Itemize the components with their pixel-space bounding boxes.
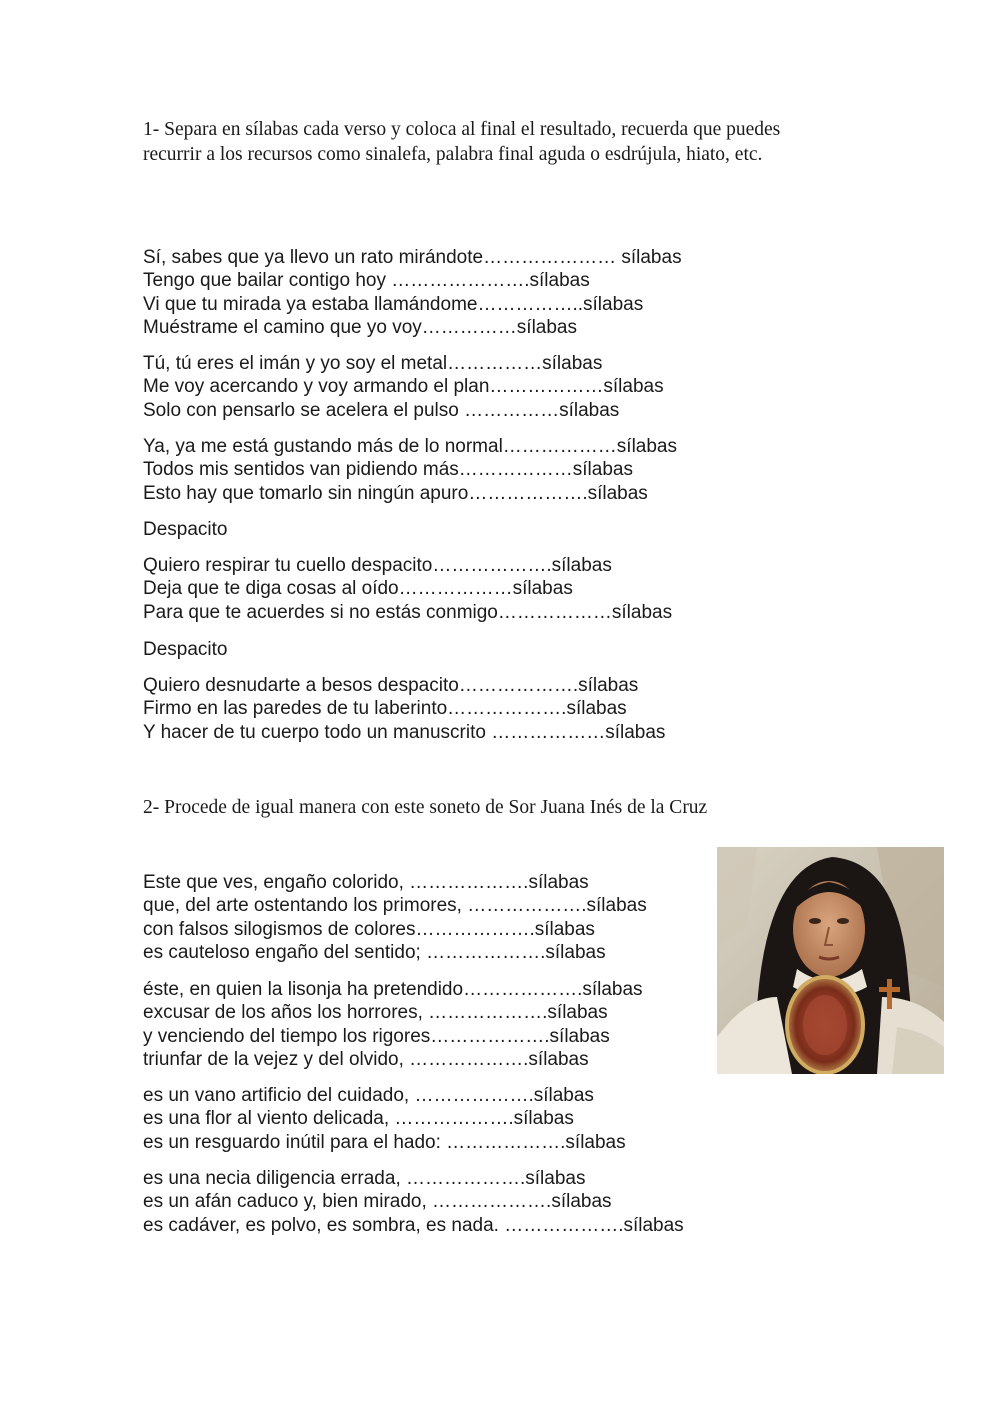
- instruction-1: 1- Separa en sílabas cada verso y coloca al final el resultado, recuerda que puedes recurrir a los recursos como sinalefa, palabra final aguda o esdrújula, hiato, etc.: [143, 119, 781, 165]
- verse-line: es cadáver, es polvo, es sombra, es nada. ……………….sílabas: [143, 1214, 684, 1236]
- verse-line: es un vano artificio del cuidado, ……………….sílabas: [143, 1085, 594, 1106]
- verse-line: Despacito: [143, 519, 228, 540]
- verse-line: Deja que te diga cosas al oído………………sílabas: [143, 578, 573, 600]
- stanza: [143, 554, 672, 624]
- verse-line: que, del arte ostentando los primores, ……………….sílabas: [143, 895, 647, 917]
- verse-line: Quiero respirar tu cuello despacito……………….sílabas: [143, 555, 612, 576]
- verse-line: Sí, sabes que ya llevo un rato mirándote………………… sílabas: [143, 247, 682, 268]
- instruction-2: 2- Procede de igual manera con este soneto de Sor Juana Inés de la Cruz: [143, 797, 708, 818]
- verse-line: con falsos silogismos de colores……………….sílabas: [143, 918, 595, 940]
- stanza: [143, 638, 228, 661]
- verse-line: Tú, tú eres el imán y yo soy el metal……………sílabas: [143, 353, 603, 374]
- stanza: [143, 435, 677, 505]
- verse-line: es una flor al viento delicada, ……………….sílabas: [143, 1108, 574, 1130]
- verse-line: Despacito: [143, 639, 228, 660]
- verse-line: Quiero desnudarte a besos despacito……………….sílabas: [143, 675, 639, 696]
- verse-line: Ya, ya me está gustando más de lo normal………………sílabas: [143, 436, 677, 457]
- verse-line: Todos mis sentidos van pidiendo más………………sílabas: [143, 459, 633, 481]
- stanza: [143, 978, 643, 1071]
- verse-line: Este que ves, engaño colorido, ……………….sílabas: [143, 872, 589, 893]
- verse-line: excusar de los años los horrores, ……………….sílabas: [143, 1002, 608, 1024]
- verse-line: Esto hay que tomarlo sin ningún apuro……………….sílabas: [143, 482, 648, 504]
- portrait-sor-juana-image: [717, 847, 944, 1074]
- verse-line: Para que te acuerdes si no estás conmigo………………sílabas: [143, 601, 673, 623]
- verse-line: es cauteloso engaño del sentido; ……………….sílabas: [143, 941, 606, 963]
- verse-line: Muéstrame el camino que yo voy……………sílabas: [143, 316, 577, 338]
- verse-line: Vi que tu mirada ya estaba llamándome……………..sílabas: [143, 293, 644, 315]
- verse-line: Solo con pensarlo se acelera el pulso ……………sílabas: [143, 399, 620, 421]
- verse-line: Me voy acercando y voy armando el plan………………sílabas: [143, 376, 664, 398]
- stanza: [143, 1084, 626, 1154]
- verse-line: éste, en quien la lisonja ha pretendido……………….sílabas: [143, 979, 643, 1000]
- verse-line: es un afán caduco y, bien mirado, ……………….sílabas: [143, 1191, 612, 1213]
- stanza: [143, 871, 647, 964]
- stanza: [143, 246, 682, 339]
- verse-line: Y hacer de tu cuerpo todo un manuscrito ………………sílabas: [143, 721, 666, 743]
- verse-line: Tengo que bailar contigo hoy ………………….sílabas: [143, 270, 590, 292]
- verse-line: triunfar de la vejez y del olvido, ……………….sílabas: [143, 1048, 589, 1070]
- stanza: [143, 352, 664, 422]
- verse-line: es una necia diligencia errada, ……………….sílabas: [143, 1168, 586, 1189]
- verse-line: Firmo en las paredes de tu laberinto……………….sílabas: [143, 698, 627, 720]
- stanza: [143, 1167, 684, 1237]
- stanza: [143, 518, 228, 541]
- verse-line: y venciendo del tiempo los rigores……………….sílabas: [143, 1025, 610, 1047]
- stanza: [143, 674, 665, 744]
- verse-line: es un resguardo inútil para el hado: ……………….sílabas: [143, 1131, 626, 1153]
